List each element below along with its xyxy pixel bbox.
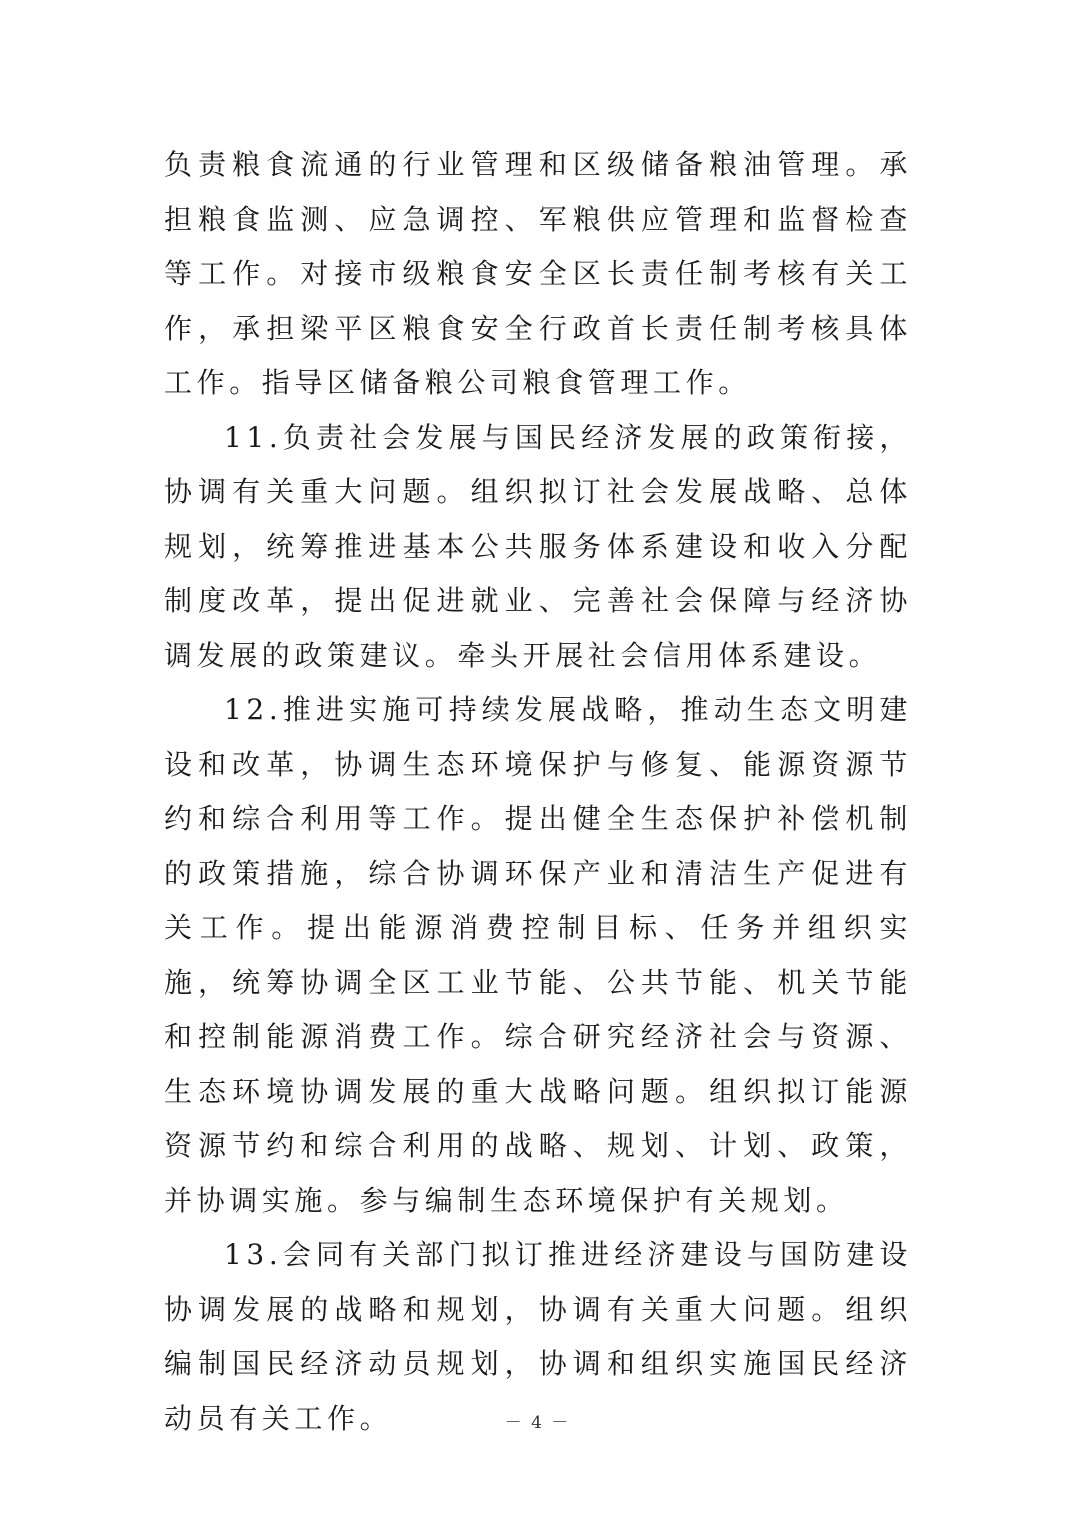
paragraph-item-11: 11.负责社会发展与国民经济发展的政策衔接，协调有关重大问题。组织拟订社会发展战略、总体规划，统筹推进基本公共服务体系建设和收入分配制度改革，提出促进就业、完善社会保障与经济协调发展的政策建议。牵头开展社会信用体系建设。 xyxy=(164,420,912,672)
paragraph-item-12: 12.推进实施可持续发展战略，推动生态文明建设和改革，协调生态环境保护与修复、能源资源节约和综合利用等工作。提出健全生态保护补偿机制的政策措施，综合协调环保产业和清洁生产促进有关工作。提出能源消费控制目标、任务并组织实施，统筹协调全区工业节能、公共节能、机关节能和控制能源消费工作。综合研究经济社会与资源、生态环境协调发展的重大战略问题。组织拟订能源资源节约和综合利用的战略、规划、计划、政策，并协调实施。参与编制生态环境保护有关规划。 xyxy=(164,693,912,1217)
paragraph-grain-management: 负责粮食流通的行业管理和区级储备粮油管理。承担粮食监测、应急调控、军粮供应管理和监督检查等工作。对接市级粮食安全区长责任制考核有关工作，承担梁平区粮食安全行政首长责任制考核具体工作。指导区储备粮公司粮食管理工作。 xyxy=(164,148,912,399)
page-number: － 4 － xyxy=(504,1413,571,1433)
document-body xyxy=(164,138,912,1446)
paragraph-item-13: 13.会同有关部门拟订推进经济建设与国防建设协调发展的战略和规划，协调有关重大问题。组织编制国民经济动员规划，协调和组织实施国民经济动员有关工作。 xyxy=(164,1238,912,1435)
